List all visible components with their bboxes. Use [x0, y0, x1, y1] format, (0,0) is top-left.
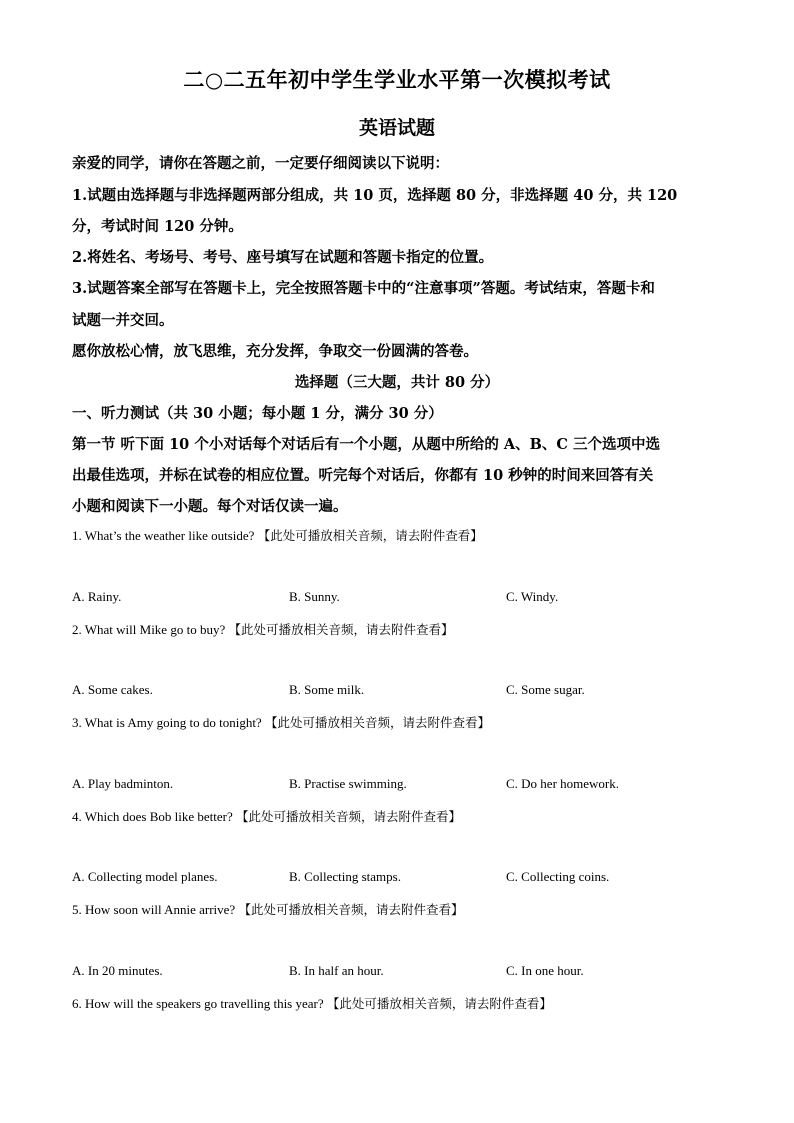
question-stem: [72, 807, 461, 825]
instruction-2: 2.将姓名、考场号、考号、座号填写在试题和答题卡指定的位置。: [72, 249, 494, 266]
audio-link[interactable]: 【此处可播放相关音频，请去附件查看】: [257, 528, 483, 543]
question-text: 5. How soon will Annie arrive?: [72, 902, 236, 917]
option-a: A. Play badminton.: [72, 776, 174, 791]
part1-directions-line1: 第一节 听下面 10 个小对话每个对话后有一个小题，从题中所给的 A、B、C 三个选项中选: [72, 436, 660, 453]
instruction-1-cont: 分，考试时间 120 分钟。: [72, 218, 243, 235]
audio-link[interactable]: 【此处可播放相关音频，请去附件查看】: [238, 902, 464, 917]
option-b: B. Practise swimming.: [289, 776, 407, 791]
option-b: B. Some milk.: [289, 682, 365, 697]
instruction-greeting: 亲爱的同学，请你在答题之前，一定要仔细阅读以下说明：: [72, 155, 449, 172]
option-a: A. Collecting model planes.: [72, 869, 218, 884]
option-a: A. Some cakes.: [72, 682, 153, 697]
question-stem: [72, 526, 483, 544]
option-b: B. Sunny.: [289, 589, 340, 604]
instruction-1: 1.试题由选择题与非选择题两部分组成，共 10 页，选择题 80 分，非选择题 40 分，共 120: [72, 187, 678, 204]
part1-directions-line2: 出最佳选项，并标在试卷的相应位置。听完每个对话后，你都有 10 秒钟的时间来回答有关: [72, 467, 654, 484]
audio-link[interactable]: 【此处可播放相关音频，请去附件查看】: [236, 809, 462, 824]
option-c: C. Some sugar.: [506, 682, 585, 697]
audio-link[interactable]: 【此处可播放相关音频，请去附件查看】: [228, 622, 454, 637]
exam-subtitle: 英语试题: [358, 117, 435, 139]
option-b: B. In half an hour.: [289, 963, 384, 978]
option-c: C. In one hour.: [506, 963, 584, 978]
instruction-3: 3.试题答案全部写在答题卡上，完全按照答题卡中的“注意事项”答题。考试结束，答题卡和: [72, 280, 655, 297]
option-a: A. Rainy.: [72, 589, 122, 604]
option-b: B. Collecting stamps.: [289, 869, 401, 884]
option-a: A. In 20 minutes.: [72, 963, 163, 978]
question-text: 4. Which does Bob like better?: [72, 809, 233, 824]
question-text: 3. What is Amy going to do tonight?: [72, 715, 262, 730]
question-stem: [72, 620, 453, 638]
option-c: C. Do her homework.: [506, 776, 620, 791]
part-title: 一、听力测试（共 30 小题；每小题 1 分，满分 30 分）: [72, 405, 443, 422]
question-text: 6. How will the speakers go travelling this year?: [72, 996, 324, 1011]
question-text: 1. What’s the weather like outside?: [72, 528, 255, 543]
exam-title: 二○二五年初中学生学业水平第一次模拟考试: [183, 67, 611, 92]
question-stem: [72, 994, 552, 1012]
audio-link[interactable]: 【此处可播放相关音频，请去附件查看】: [326, 996, 552, 1011]
question-text: 2. What will Mike go to buy?: [72, 622, 226, 637]
option-c: C. Collecting coins.: [506, 869, 610, 884]
section-heading: 选择题（三大题，共计 80 分）: [294, 374, 500, 391]
question-stem: [72, 713, 490, 731]
audio-link[interactable]: 【此处可播放相关音频，请去附件查看】: [264, 715, 490, 730]
question-stem: [72, 900, 463, 918]
instruction-3-cont: 试题一并交回。: [72, 312, 174, 329]
option-c: C. Windy.: [506, 589, 559, 604]
part1-directions-line3: 小题和阅读下一小题。每个对话仅读一遍。: [72, 498, 348, 515]
instruction-wish: 愿你放松心情，放飞思维，充分发挥，争取交一份圆满的答卷。: [72, 343, 478, 360]
